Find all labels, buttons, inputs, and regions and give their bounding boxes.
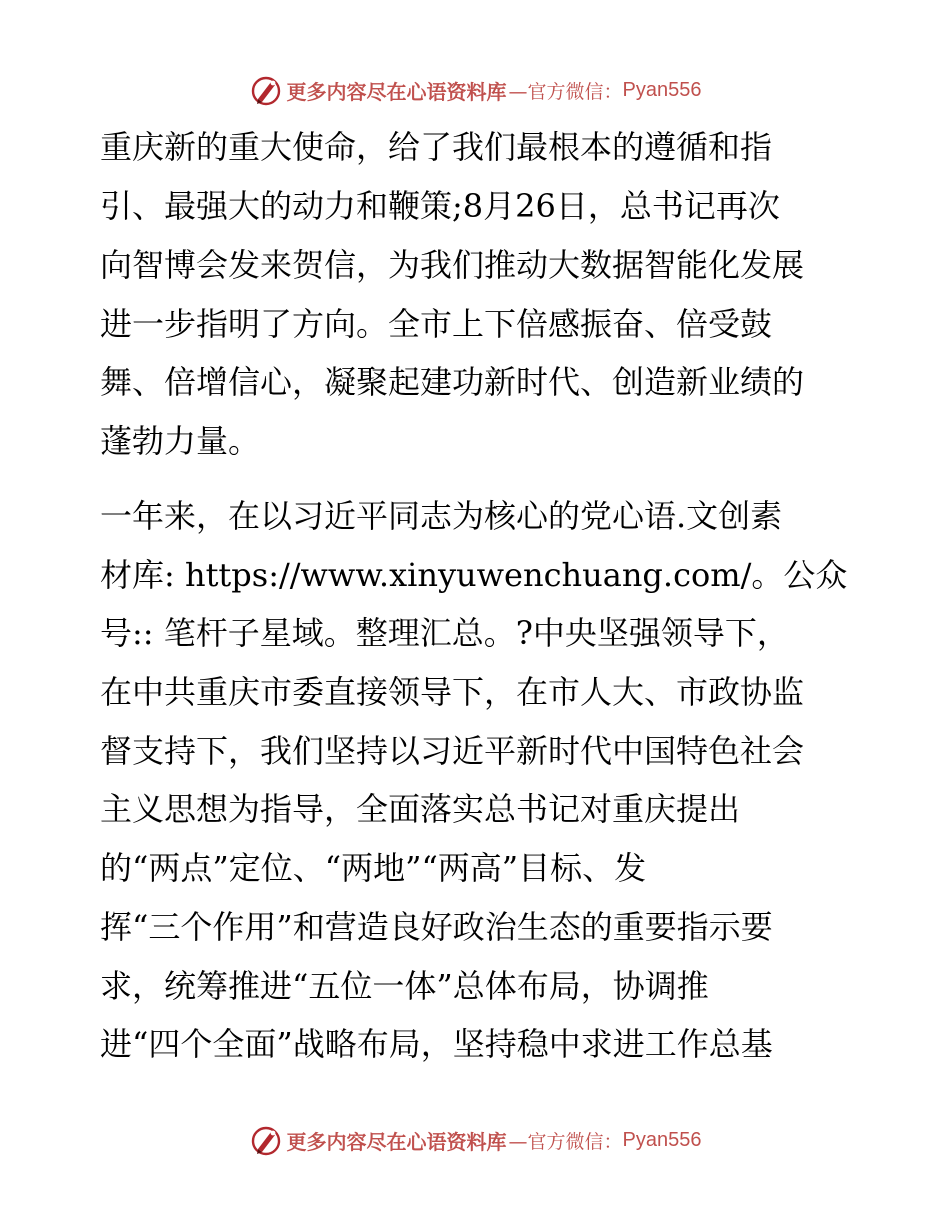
pen-logo-icon bbox=[249, 1123, 283, 1157]
footer-banner bbox=[0, 1120, 950, 1160]
body-line: 在中共重庆市委直接领导下，在市人大、市政协监 bbox=[100, 673, 805, 711]
banner-title: 更多内容尽在心语资料库 bbox=[286, 1129, 507, 1154]
body-line: 重庆新的重大使命，给了我们最根本的遵循和指 bbox=[100, 128, 773, 166]
body-line: 一年来，在以习近平同志为核心的党心语.文创素 bbox=[100, 497, 783, 535]
body-line: 督支持下，我们坚持以习近平新时代中国特色社会 bbox=[100, 732, 805, 770]
banner-wechat-id: Pyan556 bbox=[622, 78, 702, 101]
body-line: 挥“三个作用”和营造良好政治生态的重要指示要 bbox=[100, 908, 773, 946]
body-line: 向智博会发来贺信，为我们推动大数据智能化发展 bbox=[100, 246, 805, 284]
body-line: 进一步指明了方向。全市上下倍感振奋、倍受鼓 bbox=[100, 305, 773, 343]
banner-separator: —官方微信： bbox=[508, 80, 623, 103]
header-banner bbox=[0, 70, 950, 110]
body-line: 的“两点”定位、“两地”“两高”目标、发 bbox=[100, 849, 647, 887]
banner-separator: —官方微信： bbox=[508, 1130, 623, 1153]
body-line: 号:: 笔杆子星域。整理汇总。?中央坚强领导下， bbox=[100, 614, 789, 652]
body-line: 蓬勃力量。 bbox=[100, 422, 261, 460]
body-line: 引、最强大的动力和鞭策;8月26日，总书记再次 bbox=[100, 187, 780, 225]
body-line: 舞、倍增信心，凝聚起建功新时代、创造新业绩的 bbox=[100, 363, 805, 401]
banner-wechat-id: Pyan556 bbox=[622, 1128, 702, 1151]
body-line: 主义思想为指导，全面落实总书记对重庆提出 bbox=[100, 790, 741, 828]
body-line: 进“四个全面”战略布局，坚持稳中求进工作总基 bbox=[100, 1025, 773, 1063]
pen-logo-icon bbox=[249, 73, 283, 107]
body-line: 求，统筹推进“五位一体”总体布局，协调推 bbox=[100, 967, 709, 1005]
body-line: 材库: https://www.xinyuwenchuang.com/。公众 bbox=[100, 556, 848, 594]
banner-title: 更多内容尽在心语资料库 bbox=[286, 79, 507, 104]
